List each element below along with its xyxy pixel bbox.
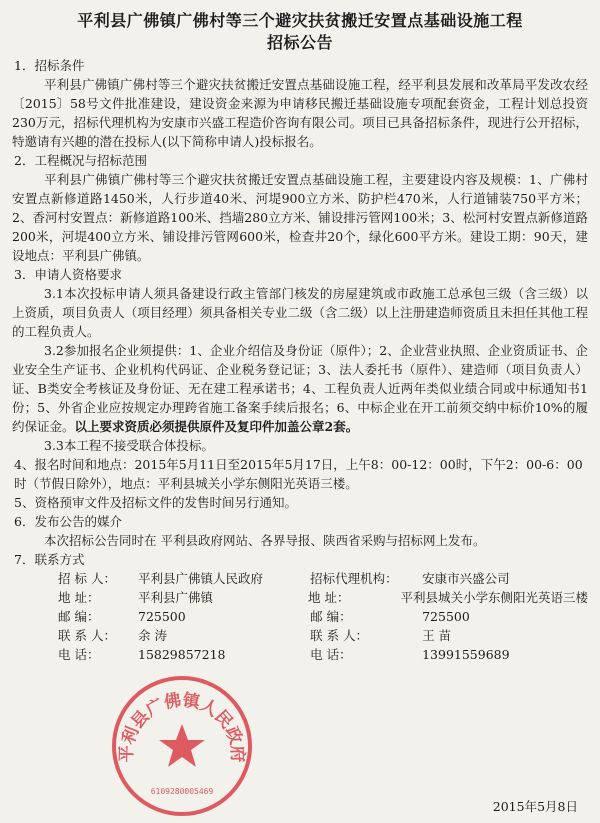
section-3-heading: 3．申请人资格要求 [14,267,122,282]
agency-phone-label: 电 话： [310,647,352,662]
tenderer-postcode-label: 邮 编： [58,609,100,624]
section-3-2-body: 3.2参加报名企业须提供：1、企业介绍信及身份证（原件）；2、企业营业执照、企业资质证书、企业安全生产证书、企业机构代码证、企业税务登记证；3、法人委托书（原件）、建造师（项目负责人）证、B类安全考核证及身份证、无在建工程承诺书；4、工程负责人近两年类似业绩合同或中标通知书1份；5、外省企业应按规定办理跨省施工备案手续后报名；6、中标企业在开工前须交纳中标价10%的履约保证金。 [12,343,588,434]
tenderer-contact-label: 联 系 人： [58,628,116,643]
agency-postcode-label: 邮 编： [310,609,352,624]
contact-row [12,569,588,588]
contact-row [12,645,588,664]
tenderer-phone-label: 电 话： [58,647,100,662]
seal-text-path: 平利县广佛镇人民政府 [116,690,248,763]
seal-ring [114,678,250,814]
official-seal-stamp [108,672,256,820]
agency-address-label: 地 址： [308,590,350,605]
notice-subtitle: 招标公告 [266,33,333,52]
section-7-heading: 7．联系方式 [14,552,85,567]
section-1-text: 平利县广佛镇广佛村等三个避灾扶贫搬迁安置点基础设施工程，经平利县发展和改革局平发改农经〔2015〕58号文件批准建设，建设资金来源为申请移民搬迁基础设施专项配套资金，工程计划总投资230万元，招标代理机构为安康市兴盛工程造价咨询有限公司。项目已具备招标条件，现进行公开招标，特邀请有兴趣的潜在投标人(以下简称申请人)投标报名。 [12,77,588,149]
section-2-heading: 2．工程概况与招标范围 [14,153,147,168]
tenderer-contact-value: 余 涛 [138,628,167,643]
contact-row [12,588,588,607]
section-2-text: 平利县广佛镇广佛村等三个避灾扶贫搬迁安置点基础设施工程，主要建设内容及规模：1、广佛村安置点新修道路1450米，人行步道40米、河堤900立方米、防护栏470米，人行道铺装750平方米；2、香河村安置点：新修道路100米、挡墙280立方米、铺设排污管网100米；3、松河村安置点新修道路200米，河堤400立方米、铺设排污管网600米，检查井20个，绿化600平方米。建设工期：90天，建设地点：平利县广佛镇。 [12,172,588,263]
section-4-text: 2015年5月11日至2015年5月17日，上午8：00-12：00时，下午2：00-6：00时（节假日除外），地点：平利县城关小学东侧阳光英语三楼。 [14,457,583,491]
seal-number: 6109280005469 [150,787,214,796]
agency-phone-value: 13991559689 [422,647,510,662]
section-4-heading: 4、报名时间和地点： [14,457,135,472]
tenderer-phone-value: 15829857218 [138,647,226,662]
agency-contact-label: 联 系 人： [310,628,369,643]
seal-star-icon [159,724,205,767]
section-3-3-text: 3.3本工程不接受联合体投标。 [44,438,214,453]
agency-value: 安康市兴盛公司 [422,571,510,586]
agency-postcode-value: 725500 [422,609,470,624]
section-1-heading: 1．招标条件 [14,58,85,73]
agency-address-value: 平利县城关小学东侧阳光英语三楼 [400,590,588,605]
tenderer-address-value: 平利县广佛镇 [138,590,214,605]
section-6-text: 本次招标公告同时在 平利县政府网站、各界导报、陕西省采购与招标网上发布。 [44,533,486,548]
section-5-heading: 5、资格预审文件及招标文件的发售时间另行通知。 [14,495,297,510]
contact-table [12,569,588,664]
tenderer-value: 平利县广佛镇人民政府 [138,571,264,586]
notice-date: 2015年5月8日 [492,799,578,814]
tenderer-label: 招 标 人： [58,571,116,586]
seal-text [116,690,249,763]
section-3-1-text: 3.1本次投标申请人须具备建设行政主管部门核发的房屋建筑或市政施工总承包三级（含三级）以上资质，项目负责人（项目经理）须具备相关专业二级（含二级）以上注册建造师资质且未担任其他工程的工程负责人。 [12,286,588,339]
contact-row [12,626,588,645]
agency-label: 招标代理机构： [310,571,398,586]
section-4 [12,455,588,493]
section-3-2-text [12,341,588,436]
tenderer-postcode-value: 725500 [138,609,186,624]
agency-contact-value: 王 苗 [422,628,452,643]
section-6-heading: 6．发布公告的媒介 [14,514,122,529]
contact-row [12,607,588,626]
section-3-2-emphasis: 以上要求资质必须提供原件及复印件加盖公章2套。 [74,419,359,434]
notice-title: 平利县广佛镇广佛村等三个避灾扶贫搬迁安置点基础设施工程 [77,11,523,30]
tenderer-address-label: 地 址： [58,590,100,605]
